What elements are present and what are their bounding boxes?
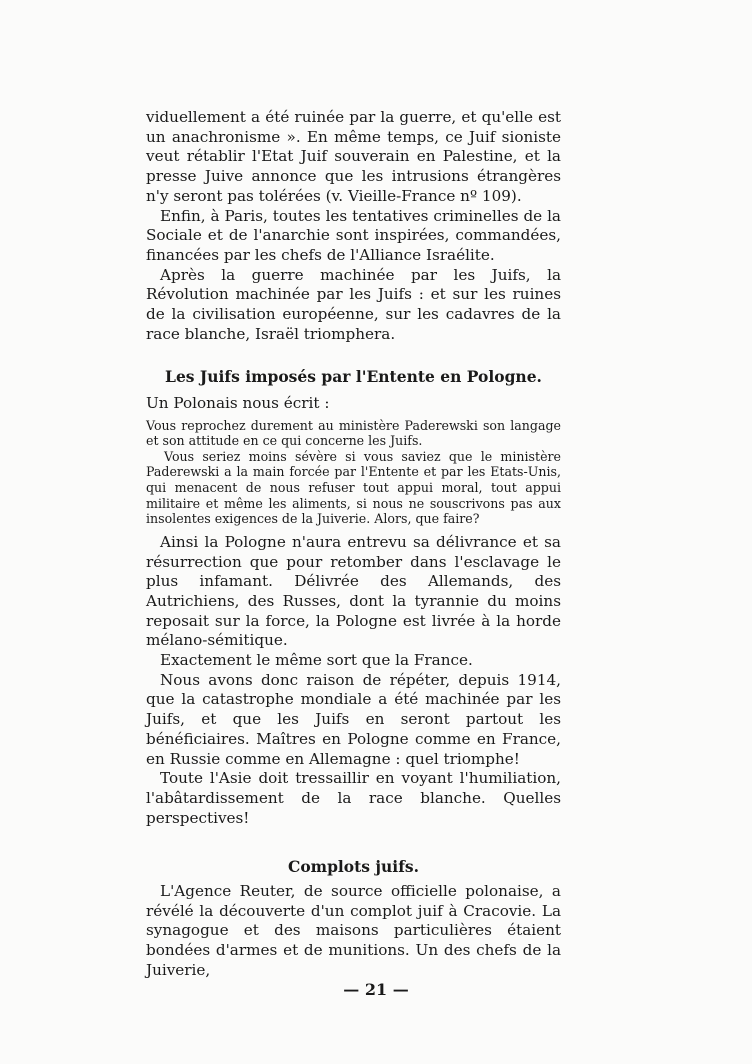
section-heading-wrap xyxy=(146,857,561,876)
text-block-top xyxy=(146,108,561,344)
quote-paragraph: Vous seriez moins sévère si vous saviez que le ministère Paderewski a la main forcée par l'Entente et par les Etats-Unis, qui menacent de nous refuser tout appui moral, tout appui militaire et même les aliments, si nous ne souscrivons pas aux insolentes exigences de la Juiverie. Alors, que faire? xyxy=(146,448,561,527)
paragraph: Enfin, à Paris, toutes les tentatives criminelles de la Sociale et de l'anarchie sont inspirées, commandées, financées par les chefs de l'Alliance Israélite. xyxy=(146,206,561,264)
quote-paragraph: Vous reprochez durement au ministère Paderewski son langage et son attitude en ce qui concerne les Juifs. xyxy=(146,417,561,449)
section-heading-wrap xyxy=(146,367,561,386)
paragraph: Un Polonais nous écrit : xyxy=(146,394,330,412)
text-block-bottom xyxy=(146,882,561,981)
paragraph: Exactement le même sort que la France. xyxy=(160,651,473,670)
page-number: — 21 — xyxy=(343,980,409,999)
paragraph: Après la guerre machinée par les Juifs, la Révolution machinée par les Juifs : et sur les ruines de la civilisation européenne, sur les cadavres de la race blanche, Israël triomphera. xyxy=(146,265,561,343)
paragraph: Toute l'Asie doit tressaillir en voyant l'humiliation, l'abâtardissement de la race blanche. Quelles perspectives! xyxy=(146,769,561,827)
text-block-middle xyxy=(146,394,561,828)
section-heading-pologne: Les Juifs imposés par l'Entente en Pologne. xyxy=(165,367,542,386)
paragraph: viduellement a été ruinée par la guerre, et qu'elle est un anachronisme ». En même temps, ce Juif sioniste veut rétablir l'Etat Juif souverain en Palestine, et la presse Juive annonce que les intrusions étrangères n'y seront pas tolérées (v. Vieille-France nº 109). xyxy=(146,108,561,205)
paragraph: L'Agence Reuter, de source officielle polonaise, a révélé la découverte d'un complot juif à Cracovie. La synagogue et des maisons particulières étaient bondées d'armes et de munitions. Un des chefs de la Juiverie, xyxy=(146,882,561,979)
paragraph: Nous avons donc raison de répéter, depuis 1914, que la catastrophe mondiale a été machinée par les Juifs, et que les Juifs en seront partout les bénéficiaires. Maîtres en Pologne comme en France, en Russie comme en Allemagne : quel triomphe! xyxy=(146,670,561,768)
paragraph: Ainsi la Pologne n'aura entrevu sa délivrance et sa résurrection que pour retomber dans l'esclavage le plus infamant. Délivrée des Allemands, des Autrichiens, des Russes, dont la tyrannie du moins reposait sur la force, la Pologne est livrée à la horde mélano-sémitique. xyxy=(146,532,561,650)
section-heading-complots: Complots juifs. xyxy=(288,857,419,876)
